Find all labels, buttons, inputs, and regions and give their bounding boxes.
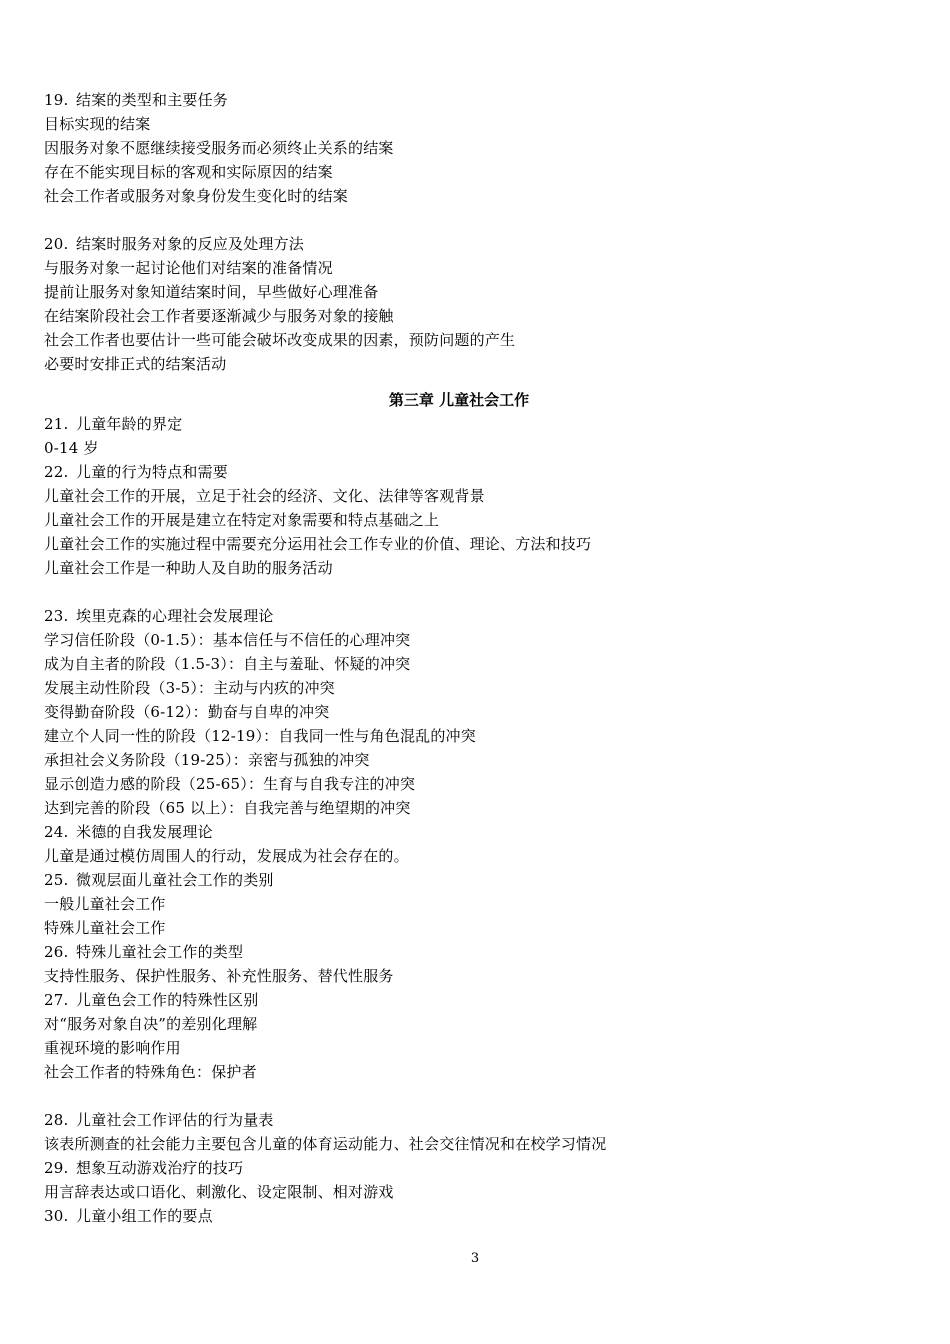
section-title: 儿童色会工作的特殊性区别 <box>76 991 259 1009</box>
section-heading-24 <box>44 820 904 844</box>
list-item: 儿童社会工作的实施过程中需要充分运用社会工作专业的价值、理论、方法和技巧 <box>44 535 592 553</box>
section-heading-19 <box>44 88 904 112</box>
list-item: 承担社会义务阶段（19-25）：亲密与孤独的冲突 <box>44 751 370 769</box>
section-title: 儿童年龄的界定 <box>76 415 183 433</box>
list-item: 儿童是通过模仿周围人的行动，发展成为社会存在的。 <box>44 847 409 865</box>
section-title: 米德的自我发展理论 <box>76 823 213 841</box>
section-number: 29. <box>44 1159 69 1177</box>
section-title: 特殊儿童社会工作的类型 <box>76 943 244 961</box>
list-item: 目标实现的结案 <box>44 115 151 133</box>
section-heading-21 <box>44 412 904 436</box>
list-item: 建立个人同一性的阶段（12-19）：自我同一性与角色混乱的冲突 <box>44 727 476 745</box>
list-item: 重视环境的影响作用 <box>44 1039 181 1057</box>
list-item: 在结案阶段社会工作者要逐渐减少与服务对象的接触 <box>44 307 394 325</box>
section-heading-23 <box>44 604 904 628</box>
list-item: 学习信任阶段（0-1.5）：基本信任与不信任的心理冲突 <box>44 631 411 649</box>
section-number: 25. <box>44 871 69 889</box>
section-number: 19. <box>44 91 69 109</box>
list-item: 成为自主者的阶段（1.5-3）：自主与羞耻、怀疑的冲突 <box>44 655 411 673</box>
section-title: 微观层面儿童社会工作的类别 <box>76 871 274 889</box>
section-heading-28 <box>44 1108 904 1132</box>
blank-line <box>44 1084 904 1108</box>
section-number: 24. <box>44 823 69 841</box>
list-item: 支持性服务、保护性服务、补充性服务、替代性服务 <box>44 967 394 985</box>
list-item: 社会工作者或服务对象身份发生变化时的结案 <box>44 187 349 205</box>
section-number: 20. <box>44 235 69 253</box>
section-title: 结案时服务对象的反应及处理方法 <box>76 235 305 253</box>
list-item: 提前让服务对象知道结案时间，早些做好心理准备 <box>44 283 379 301</box>
section-number: 22. <box>44 463 69 481</box>
chapter-title: 第三章 儿童社会工作 <box>388 391 530 409</box>
section-heading-22 <box>44 460 904 484</box>
list-item: 儿童社会工作的开展，立足于社会的经济、文化、法律等客观背景 <box>44 487 485 505</box>
section-number: 28. <box>44 1111 69 1129</box>
section-number: 21. <box>44 415 69 433</box>
list-item: 0-14 岁 <box>44 439 99 457</box>
section-title: 结案的类型和主要任务 <box>76 91 229 109</box>
blank-line <box>44 580 904 604</box>
list-item: 儿童社会工作的开展是建立在特定对象需要和特点基础之上 <box>44 511 440 529</box>
list-item: 达到完善的阶段（65 以上）：自我完善与绝望期的冲突 <box>44 799 411 817</box>
list-item: 必要时安排正式的结案活动 <box>44 355 227 373</box>
section-number: 30. <box>44 1207 69 1225</box>
list-item: 社会工作者也要估计一些可能会破坏改变成果的因素，预防问题的产生 <box>44 331 516 349</box>
document-body <box>44 88 904 1228</box>
list-item: 发展主动性阶段（3-5）：主动与内疚的冲突 <box>44 679 335 697</box>
list-item: 显示创造力感的阶段（25-65）：生育与自我专注的冲突 <box>44 775 416 793</box>
section-number: 23. <box>44 607 69 625</box>
list-item: 一般儿童社会工作 <box>44 895 166 913</box>
blank-line <box>44 208 904 232</box>
section-heading-30 <box>44 1204 904 1228</box>
section-number: 26. <box>44 943 69 961</box>
section-heading-25 <box>44 868 904 892</box>
section-title: 想象互动游戏治疗的技巧 <box>76 1159 244 1177</box>
section-heading-26 <box>44 940 904 964</box>
list-item: 变得勤奋阶段（6-12）：勤奋与自卑的冲突 <box>44 703 330 721</box>
section-title: 儿童社会工作评估的行为量表 <box>76 1111 274 1129</box>
section-title: 儿童的行为特点和需要 <box>76 463 229 481</box>
section-number: 27. <box>44 991 69 1009</box>
page-number: 3 <box>470 1251 480 1266</box>
section-heading-20 <box>44 232 904 256</box>
list-item: 用言辞表达或口语化、刺激化、设定限制、相对游戏 <box>44 1183 394 1201</box>
section-heading-27 <box>44 988 904 1012</box>
section-heading-29 <box>44 1156 904 1180</box>
list-item: 因服务对象不愿继续接受服务而必须终止关系的结案 <box>44 139 394 157</box>
list-item: 存在不能实现目标的客观和实际原因的结案 <box>44 163 333 181</box>
list-item: 对“服务对象自决”的差别化理解 <box>44 1015 258 1033</box>
list-item: 特殊儿童社会工作 <box>44 919 166 937</box>
list-item: 该表所测查的社会能力主要包含儿童的体育运动能力、社会交往情况和在校学习情况 <box>44 1135 607 1153</box>
list-item: 儿童社会工作是一种助人及自助的服务活动 <box>44 559 333 577</box>
list-item: 与服务对象一起讨论他们对结案的准备情况 <box>44 259 333 277</box>
section-title: 儿童小组工作的要点 <box>76 1207 213 1225</box>
list-item: 社会工作者的特殊角色：保护者 <box>44 1063 257 1081</box>
section-title: 埃里克森的心理社会发展理论 <box>76 607 274 625</box>
